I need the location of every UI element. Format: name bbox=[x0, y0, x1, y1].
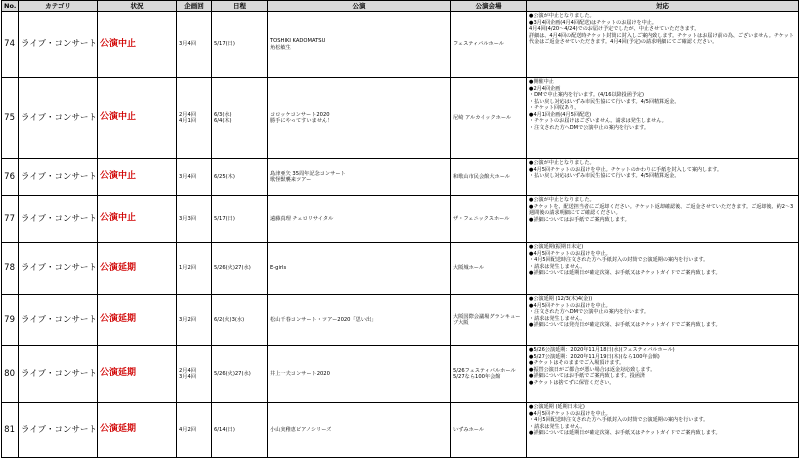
cell-performance: 小山実稚恵ピアノシリーズ bbox=[268, 403, 451, 458]
cell-category: ライブ・コンサート bbox=[19, 403, 98, 458]
response-line: ●4月5回チケットのお届けを中止。 bbox=[529, 250, 611, 257]
response-line: 4月4回(4/20〜4/24)でのお届け予定でしたが、中止させていただきます。 bbox=[529, 26, 700, 33]
cell-status: 公演中止 bbox=[98, 196, 177, 243]
cell-venue: 大阪城ホール bbox=[451, 243, 527, 295]
response-line: 詳細は、4月4回の配送時チケット封筒に封入しご案内致します。チケットはお届け前の為、ございません。チケット代金はご返金させていただきます。4月4回(予定)の請求明細にてご確認ください。 bbox=[529, 32, 794, 46]
response-line: ●チケットはそのままでご入場頂けます。 bbox=[529, 360, 625, 367]
cell-response bbox=[527, 346, 799, 403]
cell-schedule: 5/26(火)27(水) bbox=[212, 346, 268, 403]
cell-response bbox=[527, 295, 799, 346]
cell-venue: ザ・フェニックスホール bbox=[451, 196, 527, 243]
response-line: ・4月5回配送時注文された方へ手紙封入の封筒で公演延期の案内を行います。 bbox=[529, 257, 709, 264]
response-line: ●3月4回企画(4月4回配送)はチケットのお届けを中止。 bbox=[529, 19, 657, 26]
cell-round: 3月4回 bbox=[177, 159, 212, 196]
response-line: ・請求は発生しません。 bbox=[529, 315, 586, 322]
response-line: ●4月1回企画(4月5回配送) bbox=[529, 111, 592, 118]
cell-round: 3月4回 bbox=[177, 12, 212, 78]
event-status-table bbox=[1, 0, 799, 458]
cell-venue: フェスティバルホール bbox=[451, 12, 527, 78]
response-line: ●チケットを、配送担当者にご返却ください。チケット返却確認後、ご返金させていただきます。ご返却後、約2〜3週間後の請求明細にてご確認ください。 bbox=[529, 203, 794, 217]
cell-schedule: 6/14(日) bbox=[212, 403, 268, 458]
table-row bbox=[2, 12, 799, 78]
cell-response bbox=[527, 243, 799, 295]
table-row bbox=[2, 403, 799, 458]
cell-no: 81 bbox=[2, 403, 19, 458]
response-line: ●2月4回企画 bbox=[529, 85, 561, 92]
table-row bbox=[2, 196, 799, 243]
cell-category: ライブ・コンサート bbox=[19, 346, 98, 403]
cell-venue: 尼崎 アルカイックホール bbox=[451, 78, 527, 159]
table-row bbox=[2, 159, 799, 196]
cell-venue: 和歌山市民会館大ホール bbox=[451, 159, 527, 196]
response-line: ●振替公演日がご都合が悪い場合は返金対応致します。 bbox=[529, 366, 656, 373]
cell-performance: E-girls bbox=[268, 243, 451, 295]
response-line: ●公演延期 (延期日未定) bbox=[529, 404, 585, 410]
cell-status: 公演延期 bbox=[98, 295, 177, 346]
cell-round: 2月4回 4月1回 bbox=[177, 78, 212, 159]
table-body bbox=[2, 12, 799, 458]
cell-no: 78 bbox=[2, 243, 19, 295]
cell-status: 公演延期 bbox=[98, 243, 177, 295]
cell-performance: TOSHIKI KADOMATSU 角松敏生 bbox=[268, 12, 451, 78]
header-row bbox=[2, 1, 799, 12]
cell-round: 3月2回 bbox=[177, 295, 212, 346]
cell-category: ライブ・コンサート bbox=[19, 243, 98, 295]
cell-round: 4月2回 bbox=[177, 403, 212, 458]
response-line: ・DMで中止案内を行います。(4/16以降投函予定) bbox=[529, 92, 645, 99]
response-line: ・請求は発生しません。 bbox=[529, 263, 586, 270]
response-line: ●5/26公演延期：2020年11月18日(水)(フェスティバルホール) bbox=[529, 347, 675, 353]
table-row bbox=[2, 78, 799, 159]
response-line: ●詳細についてはお手紙でご案内致します。投函済 bbox=[529, 373, 645, 380]
header-performance: 公演 bbox=[268, 1, 451, 12]
cell-performance: 島津亜矢 35周年記念コンサート 歌怪獣襲来ツアー bbox=[268, 159, 451, 196]
response-line: ・チケットのお届けはございません。請求は発生しません。 bbox=[529, 118, 667, 125]
cell-response bbox=[527, 12, 799, 78]
cell-schedule: 5/17(日) bbox=[212, 12, 268, 78]
cell-performance: 松山千春コンサート・ツアー2020「思い出」 bbox=[268, 295, 451, 346]
response-line: ●詳細については延期日が確定次第、お手紙又はチケットガイドでご案内致します。 bbox=[529, 270, 721, 277]
cell-no: 77 bbox=[2, 196, 19, 243]
header-no: No. bbox=[2, 1, 19, 12]
cell-response bbox=[527, 78, 799, 159]
cell-performance: 井上一夫コンサート2020 bbox=[268, 346, 451, 403]
response-line: ●チケットは捨てずに保管ください。 bbox=[529, 379, 615, 386]
cell-status: 公演延期 bbox=[98, 403, 177, 458]
response-line: ●4月5回チケットのお届けを中止。 bbox=[529, 302, 611, 309]
response-line: ●5/27公演延期：2020年11月19日(木)(なら100年会館) bbox=[529, 353, 660, 360]
response-line: ●開催中止 bbox=[529, 79, 554, 85]
header-category: カテゴリ bbox=[19, 1, 98, 12]
cell-schedule: 6/25(木) bbox=[212, 159, 268, 196]
cell-category: ライブ・コンサート bbox=[19, 196, 98, 243]
cell-status: 公演中止 bbox=[98, 159, 177, 196]
header-schedule: 日程 bbox=[212, 1, 268, 12]
response-line: ●詳細についてはお手紙でご案内致します。 bbox=[529, 216, 630, 223]
response-line: ●公演が中止となりました。 bbox=[529, 13, 595, 19]
cell-category: ライブ・コンサート bbox=[19, 78, 98, 159]
response-line: ・払い戻し対応はいずみ市民生協にて行います。4/5回精算返金。 bbox=[529, 173, 680, 180]
cell-response bbox=[527, 196, 799, 243]
cell-performance: 遠藤真理 チェロリサイタル bbox=[268, 196, 451, 243]
table-row bbox=[2, 346, 799, 403]
cell-no: 79 bbox=[2, 295, 19, 346]
cell-schedule: 5/17(日) bbox=[212, 196, 268, 243]
response-line: ●公演が中止となりました。 bbox=[529, 160, 595, 166]
cell-status: 公演中止 bbox=[98, 12, 177, 78]
cell-response bbox=[527, 403, 799, 458]
response-line: ・4月5回配送時注文された方へ手紙封入の封筒で公演延期の案内を行います。 bbox=[529, 417, 709, 424]
header-round: 企画回 bbox=[177, 1, 212, 12]
cell-category: ライブ・コンサート bbox=[19, 295, 98, 346]
cell-venue: 5/26フェスティバルホール 5/27なら100年会館 bbox=[451, 346, 527, 403]
table-row bbox=[2, 295, 799, 346]
response-line: ・注文された方へDMで公演中止の案内を行います。 bbox=[529, 124, 649, 131]
header-venue: 公演会場 bbox=[451, 1, 527, 12]
response-line: ・注文された方へDMで公演中止の案内を行います。 bbox=[529, 309, 649, 316]
response-line: ・払い戻し対応はいずみ市民生協にて行います。4/5回精算返金。 bbox=[529, 98, 680, 105]
cell-response bbox=[527, 159, 799, 196]
cell-performance: コロッケコンサート2020 勝手にやってすいません！ bbox=[268, 78, 451, 159]
cell-schedule: 6/3(水) 6/4(木) bbox=[212, 78, 268, 159]
cell-no: 74 bbox=[2, 12, 19, 78]
cell-venue: いずみホール bbox=[451, 403, 527, 458]
cell-round: 1月2回 bbox=[177, 243, 212, 295]
header-response: 対応 bbox=[527, 1, 799, 12]
response-line: ・請求は発生しません。 bbox=[529, 423, 586, 430]
cell-category: ライブ・コンサート bbox=[19, 159, 98, 196]
response-line: ●詳細については延期日が確定次第、お手紙又はチケットガイドでご案内致します。 bbox=[529, 430, 721, 437]
cell-schedule: 5/26(火)27(水) bbox=[212, 243, 268, 295]
response-line: ●公演延期(振期日未定) bbox=[529, 244, 584, 250]
cell-status: 公演延期 bbox=[98, 346, 177, 403]
response-line: ●公演延期 (12/3(木)4(金)) bbox=[529, 296, 593, 302]
cell-round: 3月3回 bbox=[177, 196, 212, 243]
cell-schedule: 6/2(火)3(水) bbox=[212, 295, 268, 346]
response-line: ●4月5回チケットのお届けを中止。 bbox=[529, 410, 611, 417]
cell-no: 75 bbox=[2, 78, 19, 159]
table-row bbox=[2, 243, 799, 295]
cell-category: ライブ・コンサート bbox=[19, 12, 98, 78]
cell-venue: 大阪国際会議場グランキューブ大阪 bbox=[451, 295, 527, 346]
cell-round: 2月4回 3月4回 bbox=[177, 346, 212, 403]
cell-no: 76 bbox=[2, 159, 19, 196]
response-line: ●詳細については発売日が確定次第、お手紙又はチケットガイドでご案内致します。 bbox=[529, 322, 721, 329]
response-line: ・チケット回収あり。 bbox=[529, 105, 580, 112]
response-line: ●4月5回チケットのお届けを中止。チケットのかわりに手紙を封入して案内します。 bbox=[529, 166, 722, 173]
cell-status: 公演中止 bbox=[98, 78, 177, 159]
response-line: ●公演が中止となりました。 bbox=[529, 197, 595, 203]
cell-no: 80 bbox=[2, 346, 19, 403]
header-status: 状況 bbox=[98, 1, 177, 12]
